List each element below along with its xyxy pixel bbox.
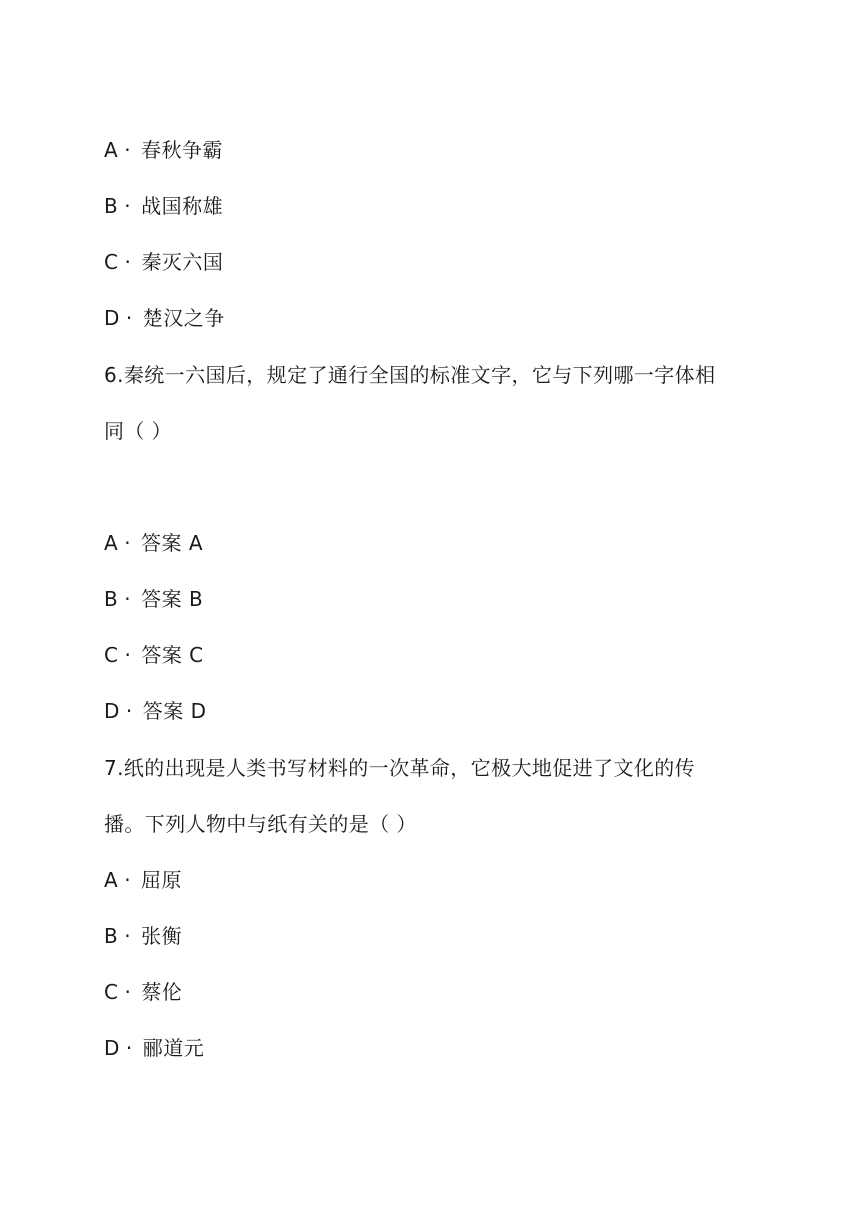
option-text: 楚汉之争 (142, 306, 225, 330)
option-letter: B (104, 194, 119, 218)
option-a (104, 136, 223, 164)
option-separator: · (124, 194, 132, 218)
option-separator: · (125, 306, 133, 330)
option-letter: D (104, 699, 120, 723)
question-7-text-line-1: 7.纸的出现是人类书写材料的一次革命，它极大地促进了文化的传 (104, 756, 696, 780)
option-letter: A (104, 868, 119, 892)
q6-option-b (104, 585, 203, 613)
option-text: 郦道元 (142, 1036, 205, 1060)
q6-option-a (104, 529, 203, 557)
option-text: 秦灭六国 (141, 250, 224, 274)
option-text: 蔡伦 (141, 980, 183, 1004)
option-text: 答案 C (141, 643, 204, 667)
option-letter: C (104, 980, 119, 1004)
option-letter: B (104, 924, 119, 948)
option-letter: D (104, 1036, 120, 1060)
option-letter: A (104, 531, 119, 555)
option-separator: · (124, 250, 132, 274)
option-separator: · (124, 924, 132, 948)
option-separator: · (124, 868, 132, 892)
option-text: 答案 B (141, 587, 204, 611)
option-text: 答案 D (142, 699, 207, 723)
option-separator: · (124, 587, 132, 611)
option-letter: C (104, 250, 119, 274)
option-separator: · (124, 643, 132, 667)
option-letter: B (104, 587, 119, 611)
option-separator: · (125, 1036, 133, 1060)
option-c (104, 248, 223, 276)
q7-option-c (104, 978, 182, 1006)
q6-option-d (104, 697, 207, 725)
option-separator: · (124, 980, 132, 1004)
option-letter: C (104, 643, 119, 667)
q7-option-b (104, 922, 182, 950)
q7-option-d (104, 1034, 204, 1062)
option-text: 战国称雄 (141, 194, 224, 218)
option-text: 答案 A (141, 531, 204, 555)
q6-option-c (104, 641, 204, 669)
option-separator: · (125, 699, 133, 723)
option-b (104, 192, 223, 220)
question-6-text-line-2: 同（ ） (104, 419, 172, 443)
q7-option-a (104, 866, 182, 894)
option-letter: D (104, 306, 120, 330)
option-letter: A (104, 138, 119, 162)
option-text: 屈原 (141, 868, 183, 892)
option-separator: · (124, 138, 132, 162)
option-separator: · (124, 531, 132, 555)
question-7-text-line-2: 播。下列人物中与纸有关的是（ ） (104, 812, 417, 836)
option-text: 春秋争霸 (141, 138, 224, 162)
option-d (104, 304, 225, 332)
option-text: 张衡 (141, 924, 183, 948)
question-6-text-line-1: 6.秦统一六国后，规定了通行全国的标准文字，它与下列哪一字体相 (104, 363, 716, 387)
